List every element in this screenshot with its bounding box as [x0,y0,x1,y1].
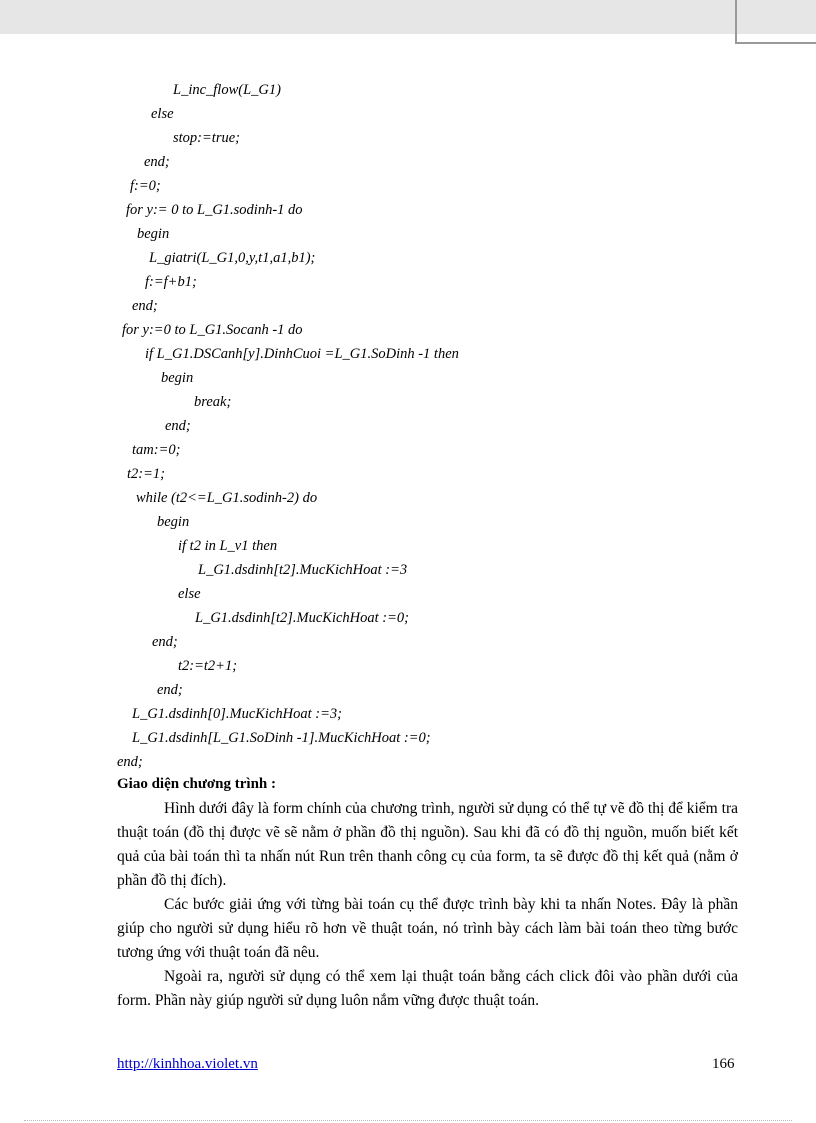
code-line: for y:=0 to L_G1.Socanh -1 do [122,322,303,338]
section-heading: Giao diện chương trình : [117,776,276,792]
bottom-rule [24,1120,792,1121]
code-line: tam:=0; [132,442,181,458]
page-number: 166 [712,1056,735,1072]
code-line: t2:=t2+1; [178,658,238,674]
code-line: else [151,106,174,122]
code-line: end; [117,754,143,770]
code-line: t2:=1; [127,466,165,482]
code-line: begin [157,514,190,530]
code-line: end; [157,682,183,698]
code-line: L_giatri(L_G1,0,y,t1,a1,b1); [149,250,316,266]
code-line: if L_G1.DSCanh[y].DinhCuoi =L_G1.SoDinh -1 then [145,346,459,362]
code-line: begin [161,370,194,386]
code-line: else [178,586,201,602]
footer-link[interactable]: http://kinhhoa.violet.vn [117,1056,258,1072]
paragraph: Ngoài ra, người sử dụng có thể xem lại thuật toán bằng cách click đôi vào phần dưới của form. Phần này giúp người sử dụng luôn nắm vững được thuật toán. [117,968,738,1009]
top-band [0,0,816,34]
code-line: end; [144,154,170,170]
code-line: for y:= 0 to L_G1.sodinh-1 do [126,202,303,218]
code-line: break; [194,394,232,410]
code-line: begin [137,226,170,242]
code-line: end; [165,418,191,434]
code-line: L_G1.dsdinh[t2].MucKichHoat :=0; [195,610,409,626]
code-line: f:=0; [130,178,161,194]
code-line: stop:=true; [173,130,240,146]
paragraph: Các bước giải ứng với từng bài toán cụ thể được trình bày khi ta nhấn Notes. Đây là phần giúp cho người sử dụng hiểu rõ hơn về thuật toán, nó trình bày cách làm bài toán theo từng bước tương ứng với thuật toán đã nêu. [117,896,738,961]
code-line: end; [152,634,178,650]
code-line: while (t2<=L_G1.sodinh-2) do [136,490,318,506]
code-line: f:=f+b1; [145,274,197,290]
code-line: L_G1.dsdinh[0].MucKichHoat :=3; [132,706,342,722]
code-line: L_inc_flow(L_G1) [173,82,281,98]
frame-line [735,0,737,44]
code-line: L_G1.dsdinh[t2].MucKichHoat :=3 [198,562,408,578]
code-line: end; [132,298,158,314]
code-line: L_G1.dsdinh[L_G1.SoDinh -1].MucKichHoat :=0; [132,730,431,746]
paragraph: Hình dưới đây là form chính của chương trình, người sử dụng có thể tự vẽ đồ thị để kiểm tra thuật toán (đồ thị được vẽ sẽ nằm ở phần đồ thị nguồn). Sau khi đã có đồ thị nguồn, muốn biết kết quả của bài toán thì ta nhấn nút Run trên thanh công cụ của form, ta sẽ được đồ thị kết quả (nằm ở phần đồ thị đích). [117,800,738,889]
code-line: if t2 in L_v1 then [178,538,278,554]
frame-line [735,42,816,44]
